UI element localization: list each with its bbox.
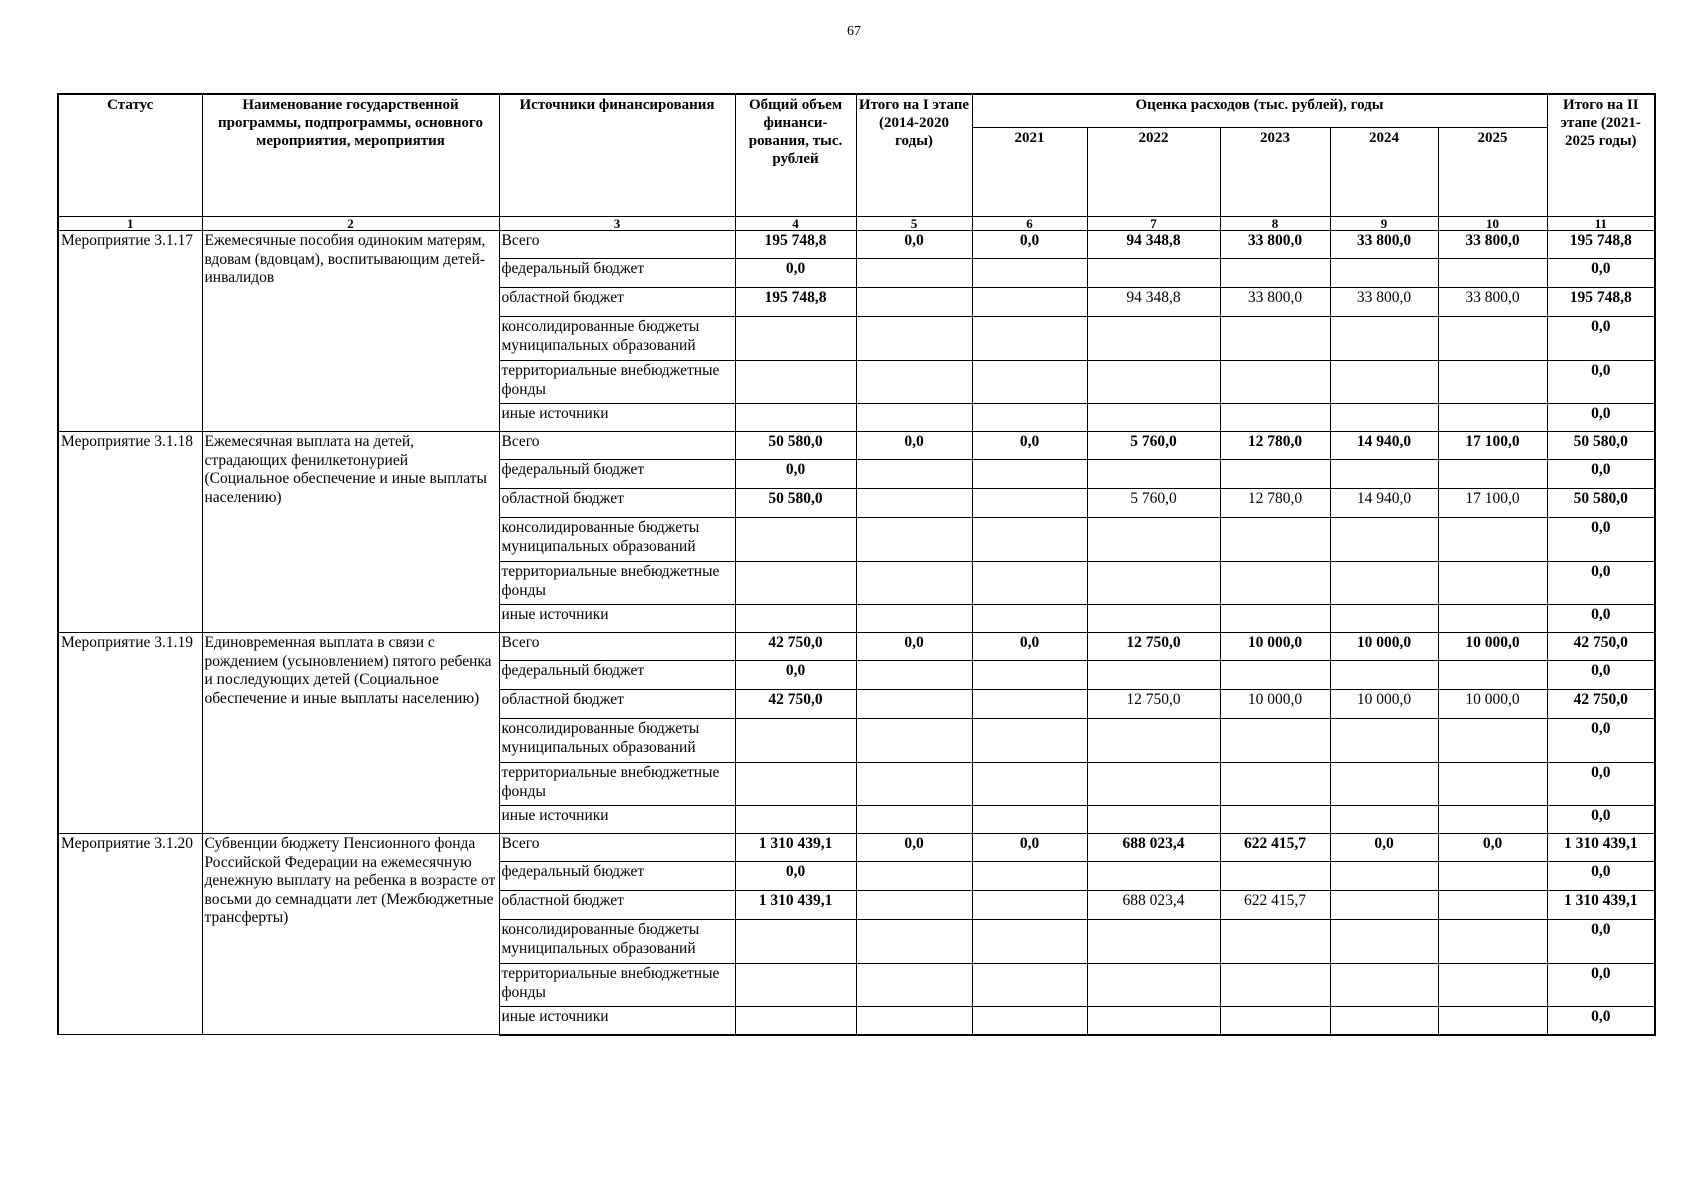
value-cell-c10: [1438, 1007, 1547, 1035]
funding-source-cell: консолидированные бюджеты муниципальных образований: [499, 518, 735, 562]
column-number: 7: [1087, 217, 1220, 231]
column-number: 10: [1438, 217, 1547, 231]
value-cell-c4: [735, 404, 856, 432]
table-row: [58, 633, 1655, 661]
value-cell-c8: 33 800,0: [1220, 231, 1330, 259]
value-cell-c7: 5 760,0: [1087, 489, 1220, 518]
value-cell-c4: [735, 920, 856, 964]
value-cell-c11: 42 750,0: [1547, 690, 1655, 719]
value-cell-c5: [856, 518, 972, 562]
column-number: 1: [58, 217, 202, 231]
funding-source-cell: консолидированные бюджеты муниципальных образований: [499, 920, 735, 964]
value-cell-c4: [735, 562, 856, 605]
funding-source-cell: Всего: [499, 432, 735, 460]
value-cell-c7: 94 348,8: [1087, 231, 1220, 259]
value-cell-c8: [1220, 605, 1330, 633]
value-cell-c4: [735, 518, 856, 562]
value-cell-c9: 33 800,0: [1330, 288, 1438, 317]
value-cell-c10: 33 800,0: [1438, 231, 1547, 259]
value-cell-c11: 50 580,0: [1547, 489, 1655, 518]
value-cell-c11: 1 310 439,1: [1547, 891, 1655, 920]
value-cell-c7: [1087, 460, 1220, 489]
value-cell-c4: [735, 605, 856, 633]
value-cell-c6: [972, 518, 1087, 562]
value-cell-c4: 195 748,8: [735, 288, 856, 317]
value-cell-c4: [735, 763, 856, 806]
value-cell-c4: [735, 1007, 856, 1035]
value-cell-c9: [1330, 920, 1438, 964]
value-cell-c5: [856, 288, 972, 317]
status-cell: Мероприятие 3.1.19: [58, 633, 202, 834]
funding-source-cell: иные источники: [499, 605, 735, 633]
value-cell-c5: [856, 806, 972, 834]
header-year: 2023: [1220, 128, 1330, 217]
value-cell-c8: 10 000,0: [1220, 633, 1330, 661]
table-row: [58, 432, 1655, 460]
value-cell-c6: [972, 489, 1087, 518]
value-cell-c11: 195 748,8: [1547, 231, 1655, 259]
funding-source-cell: консолидированные бюджеты муниципальных образований: [499, 719, 735, 763]
value-cell-c8: 622 415,7: [1220, 834, 1330, 862]
value-cell-c4: [735, 361, 856, 404]
value-cell-c11: 0,0: [1547, 719, 1655, 763]
value-cell-c4: 195 748,8: [735, 231, 856, 259]
value-cell-c5: [856, 964, 972, 1007]
value-cell-c7: 688 023,4: [1087, 834, 1220, 862]
status-cell: Мероприятие 3.1.17: [58, 231, 202, 432]
column-number: 9: [1330, 217, 1438, 231]
value-cell-c6: [972, 690, 1087, 719]
value-cell-c8: [1220, 719, 1330, 763]
value-cell-c9: [1330, 259, 1438, 288]
value-cell-c6: 0,0: [972, 231, 1087, 259]
table-body: [58, 231, 1655, 1035]
value-cell-c11: 0,0: [1547, 404, 1655, 432]
value-cell-c6: [972, 763, 1087, 806]
value-cell-c9: [1330, 862, 1438, 891]
funding-source-cell: областной бюджет: [499, 891, 735, 920]
value-cell-c5: 0,0: [856, 834, 972, 862]
value-cell-c10: [1438, 964, 1547, 1007]
funding-source-cell: областной бюджет: [499, 288, 735, 317]
header-year: 2022: [1087, 128, 1220, 217]
value-cell-c10: [1438, 562, 1547, 605]
column-number: 2: [202, 217, 499, 231]
value-cell-c11: 0,0: [1547, 964, 1655, 1007]
funding-source-cell: федеральный бюджет: [499, 259, 735, 288]
value-cell-c6: [972, 661, 1087, 690]
header-stage1: Итого на I этапе (2014-2020 годы): [856, 94, 972, 217]
value-cell-c10: [1438, 862, 1547, 891]
value-cell-c10: [1438, 404, 1547, 432]
value-cell-c9: 10 000,0: [1330, 633, 1438, 661]
value-cell-c11: 0,0: [1547, 259, 1655, 288]
value-cell-c10: [1438, 259, 1547, 288]
value-cell-c11: 0,0: [1547, 518, 1655, 562]
value-cell-c6: [972, 891, 1087, 920]
value-cell-c9: 14 940,0: [1330, 489, 1438, 518]
value-cell-c4: 0,0: [735, 862, 856, 891]
header-source: Источники финансирования: [499, 94, 735, 217]
value-cell-c10: [1438, 317, 1547, 361]
column-number: 3: [499, 217, 735, 231]
value-cell-c8: 33 800,0: [1220, 288, 1330, 317]
value-cell-c11: 0,0: [1547, 317, 1655, 361]
value-cell-c4: 0,0: [735, 460, 856, 489]
value-cell-c11: 195 748,8: [1547, 288, 1655, 317]
funding-source-cell: территориальные внебюджетные фонды: [499, 763, 735, 806]
value-cell-c8: 622 415,7: [1220, 891, 1330, 920]
value-cell-c10: [1438, 806, 1547, 834]
value-cell-c6: [972, 404, 1087, 432]
value-cell-c11: 42 750,0: [1547, 633, 1655, 661]
value-cell-c5: [856, 605, 972, 633]
funding-source-cell: областной бюджет: [499, 489, 735, 518]
value-cell-c5: [856, 489, 972, 518]
value-cell-c11: 0,0: [1547, 605, 1655, 633]
value-cell-c5: [856, 891, 972, 920]
value-cell-c6: [972, 806, 1087, 834]
value-cell-c4: [735, 317, 856, 361]
value-cell-c6: [972, 1007, 1087, 1035]
funding-source-cell: иные источники: [499, 806, 735, 834]
value-cell-c9: [1330, 964, 1438, 1007]
table-row: [58, 231, 1655, 259]
value-cell-c9: [1330, 460, 1438, 489]
value-cell-c8: [1220, 1007, 1330, 1035]
value-cell-c5: [856, 259, 972, 288]
value-cell-c8: [1220, 661, 1330, 690]
value-cell-c7: [1087, 361, 1220, 404]
value-cell-c5: [856, 661, 972, 690]
value-cell-c5: [856, 562, 972, 605]
value-cell-c6: [972, 317, 1087, 361]
value-cell-c7: [1087, 661, 1220, 690]
value-cell-c6: [972, 460, 1087, 489]
value-cell-c8: [1220, 862, 1330, 891]
header-estimate: Оценка расходов (тыс. рублей), годы: [972, 94, 1547, 128]
value-cell-c4: 50 580,0: [735, 489, 856, 518]
value-cell-c9: [1330, 404, 1438, 432]
value-cell-c4: [735, 964, 856, 1007]
value-cell-c8: [1220, 920, 1330, 964]
funding-source-cell: Всего: [499, 834, 735, 862]
value-cell-c8: [1220, 518, 1330, 562]
funding-source-cell: Всего: [499, 633, 735, 661]
value-cell-c9: [1330, 891, 1438, 920]
value-cell-c5: [856, 763, 972, 806]
value-cell-c10: [1438, 605, 1547, 633]
funding-source-cell: территориальные внебюджетные фонды: [499, 964, 735, 1007]
budget-table-container: [57, 93, 1656, 1036]
value-cell-c11: 0,0: [1547, 661, 1655, 690]
value-cell-c10: 33 800,0: [1438, 288, 1547, 317]
value-cell-c11: 0,0: [1547, 862, 1655, 891]
value-cell-c9: [1330, 562, 1438, 605]
value-cell-c5: [856, 317, 972, 361]
value-cell-c7: [1087, 862, 1220, 891]
header-stage2: Итого на II этапе (2021-2025 годы): [1547, 94, 1655, 217]
value-cell-c6: 0,0: [972, 432, 1087, 460]
value-cell-c5: 0,0: [856, 231, 972, 259]
event-name-cell: Единовременная выплата в связи с рождением (усыновлением) пятого ребенка и последующих детей (Социальное обеспечение и иные выплаты населению): [202, 633, 499, 834]
value-cell-c10: [1438, 361, 1547, 404]
value-cell-c5: 0,0: [856, 633, 972, 661]
value-cell-c5: [856, 719, 972, 763]
value-cell-c7: [1087, 964, 1220, 1007]
event-name-cell: Субвенции бюджету Пенсионного фонда Российской Федерации на ежемесячную денежную выплату на ребенка в возрасте от восьми до семнадцати лет (Межбюджетные трансферты): [202, 834, 499, 1035]
value-cell-c5: [856, 690, 972, 719]
value-cell-c4: 50 580,0: [735, 432, 856, 460]
value-cell-c9: [1330, 317, 1438, 361]
value-cell-c6: [972, 920, 1087, 964]
column-number: 5: [856, 217, 972, 231]
value-cell-c8: 12 780,0: [1220, 489, 1330, 518]
value-cell-c11: 0,0: [1547, 361, 1655, 404]
value-cell-c11: 50 580,0: [1547, 432, 1655, 460]
value-cell-c11: 1 310 439,1: [1547, 834, 1655, 862]
value-cell-c4: 42 750,0: [735, 633, 856, 661]
value-cell-c4: 0,0: [735, 661, 856, 690]
funding-source-cell: Всего: [499, 231, 735, 259]
value-cell-c7: [1087, 317, 1220, 361]
value-cell-c5: [856, 920, 972, 964]
value-cell-c11: 0,0: [1547, 763, 1655, 806]
column-number: 11: [1547, 217, 1655, 231]
header-name: Наименование государственной программы, подпрограммы, основного мероприятия, мероприятия: [202, 94, 499, 217]
value-cell-c9: 0,0: [1330, 834, 1438, 862]
value-cell-c8: [1220, 317, 1330, 361]
value-cell-c10: 10 000,0: [1438, 690, 1547, 719]
value-cell-c6: [972, 862, 1087, 891]
value-cell-c11: 0,0: [1547, 460, 1655, 489]
value-cell-c10: 17 100,0: [1438, 489, 1547, 518]
value-cell-c9: [1330, 661, 1438, 690]
value-cell-c4: 42 750,0: [735, 690, 856, 719]
value-cell-c8: 12 780,0: [1220, 432, 1330, 460]
value-cell-c7: [1087, 719, 1220, 763]
value-cell-c9: [1330, 763, 1438, 806]
value-cell-c10: [1438, 891, 1547, 920]
value-cell-c7: [1087, 259, 1220, 288]
header-year: 2025: [1438, 128, 1547, 217]
column-numbers-row: [58, 217, 1655, 231]
value-cell-c5: [856, 1007, 972, 1035]
value-cell-c10: [1438, 518, 1547, 562]
value-cell-c4: 1 310 439,1: [735, 891, 856, 920]
value-cell-c9: 14 940,0: [1330, 432, 1438, 460]
value-cell-c7: [1087, 1007, 1220, 1035]
header-total: Общий объем финанси-рования, тыс. рублей: [735, 94, 856, 217]
value-cell-c8: [1220, 763, 1330, 806]
value-cell-c7: [1087, 605, 1220, 633]
value-cell-c6: 0,0: [972, 633, 1087, 661]
funding-source-cell: консолидированные бюджеты муниципальных образований: [499, 317, 735, 361]
value-cell-c5: [856, 404, 972, 432]
value-cell-c6: [972, 361, 1087, 404]
value-cell-c11: 0,0: [1547, 1007, 1655, 1035]
value-cell-c8: [1220, 806, 1330, 834]
value-cell-c9: [1330, 605, 1438, 633]
value-cell-c7: 5 760,0: [1087, 432, 1220, 460]
value-cell-c7: 94 348,8: [1087, 288, 1220, 317]
value-cell-c6: [972, 562, 1087, 605]
value-cell-c10: [1438, 719, 1547, 763]
value-cell-c7: [1087, 920, 1220, 964]
table-row: [58, 834, 1655, 862]
value-cell-c4: 1 310 439,1: [735, 834, 856, 862]
value-cell-c9: [1330, 806, 1438, 834]
event-name-cell: Ежемесячные пособия одиноким матерям, вдовам (вдовцам), воспитывающим детей-инвалидов: [202, 231, 499, 432]
value-cell-c10: 10 000,0: [1438, 633, 1547, 661]
value-cell-c11: 0,0: [1547, 806, 1655, 834]
value-cell-c8: [1220, 964, 1330, 1007]
value-cell-c9: [1330, 361, 1438, 404]
value-cell-c10: [1438, 920, 1547, 964]
value-cell-c8: 10 000,0: [1220, 690, 1330, 719]
value-cell-c7: [1087, 763, 1220, 806]
value-cell-c7: [1087, 518, 1220, 562]
value-cell-c10: 0,0: [1438, 834, 1547, 862]
funding-source-cell: иные источники: [499, 404, 735, 432]
value-cell-c4: 0,0: [735, 259, 856, 288]
column-number: 4: [735, 217, 856, 231]
value-cell-c7: [1087, 806, 1220, 834]
value-cell-c9: 10 000,0: [1330, 690, 1438, 719]
header-year: 2024: [1330, 128, 1438, 217]
value-cell-c7: 688 023,4: [1087, 891, 1220, 920]
header-status: Статус: [58, 94, 202, 217]
value-cell-c6: [972, 288, 1087, 317]
value-cell-c4: [735, 806, 856, 834]
value-cell-c5: [856, 361, 972, 404]
funding-source-cell: федеральный бюджет: [499, 862, 735, 891]
value-cell-c5: [856, 862, 972, 891]
header-year: 2021: [972, 128, 1087, 217]
value-cell-c10: [1438, 661, 1547, 690]
column-number: 8: [1220, 217, 1330, 231]
value-cell-c6: [972, 605, 1087, 633]
funding-source-cell: территориальные внебюджетные фонды: [499, 562, 735, 605]
value-cell-c7: [1087, 404, 1220, 432]
value-cell-c5: 0,0: [856, 432, 972, 460]
value-cell-c11: 0,0: [1547, 562, 1655, 605]
funding-source-cell: территориальные внебюджетные фонды: [499, 361, 735, 404]
funding-source-cell: федеральный бюджет: [499, 460, 735, 489]
value-cell-c8: [1220, 404, 1330, 432]
value-cell-c6: [972, 964, 1087, 1007]
value-cell-c9: [1330, 518, 1438, 562]
value-cell-c9: [1330, 719, 1438, 763]
funding-source-cell: иные источники: [499, 1007, 735, 1035]
value-cell-c7: [1087, 562, 1220, 605]
value-cell-c11: 0,0: [1547, 920, 1655, 964]
table-header: [58, 94, 1655, 231]
value-cell-c9: [1330, 1007, 1438, 1035]
status-cell: Мероприятие 3.1.18: [58, 432, 202, 633]
value-cell-c6: [972, 719, 1087, 763]
value-cell-c10: [1438, 460, 1547, 489]
value-cell-c10: [1438, 763, 1547, 806]
column-number: 6: [972, 217, 1087, 231]
value-cell-c9: 33 800,0: [1330, 231, 1438, 259]
funding-source-cell: областной бюджет: [499, 690, 735, 719]
page-number: 67: [847, 24, 861, 39]
value-cell-c10: 17 100,0: [1438, 432, 1547, 460]
value-cell-c8: [1220, 361, 1330, 404]
value-cell-c7: 12 750,0: [1087, 690, 1220, 719]
value-cell-c8: [1220, 259, 1330, 288]
value-cell-c8: [1220, 562, 1330, 605]
status-cell: Мероприятие 3.1.20: [58, 834, 202, 1035]
budget-table: [57, 93, 1656, 1036]
value-cell-c6: [972, 259, 1087, 288]
funding-source-cell: федеральный бюджет: [499, 661, 735, 690]
value-cell-c4: [735, 719, 856, 763]
value-cell-c6: 0,0: [972, 834, 1087, 862]
value-cell-c7: 12 750,0: [1087, 633, 1220, 661]
value-cell-c8: [1220, 460, 1330, 489]
value-cell-c5: [856, 460, 972, 489]
event-name-cell: Ежемесячная выплата на детей, страдающих фенилкетонурией (Социальное обеспечение и иные выплаты населению): [202, 432, 499, 633]
